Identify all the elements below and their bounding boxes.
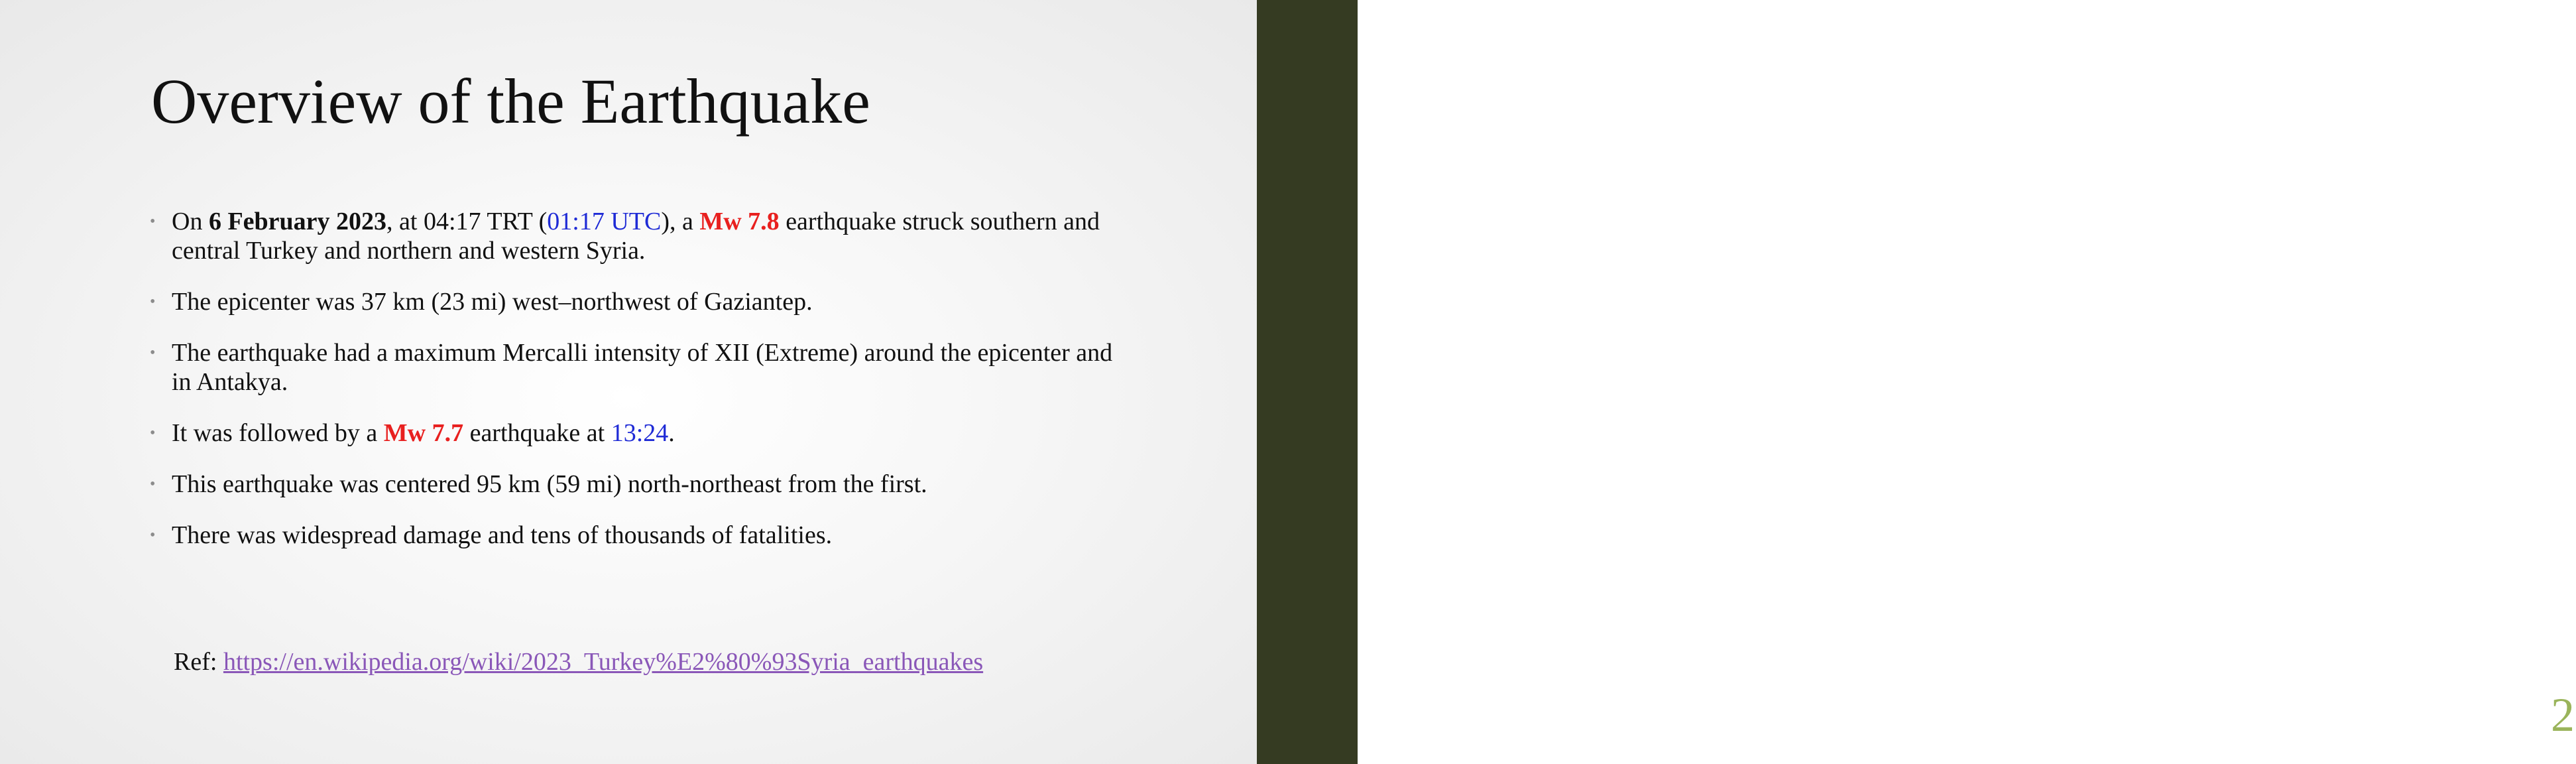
- bullet-dot-icon: •: [150, 293, 156, 310]
- sidebar: [1257, 0, 2575, 764]
- bullet-text: ), a: [661, 208, 700, 235]
- bullet-text: earthquake at: [463, 419, 611, 447]
- bullet-item: [150, 287, 1131, 316]
- bullet-item: [150, 418, 1131, 448]
- reference-link[interactable]: https://en.wikipedia.org/wiki/2023_Turkey%E2%80%93Syria_earthquakes: [223, 648, 984, 676]
- bullet-text: The epicenter was 37 km (23 mi) west–northwest of Gaziantep.: [172, 288, 813, 316]
- bullet-text: , at 04:17 TRT (: [386, 208, 548, 235]
- footer-text: Turkey Eq. Building Collapse causes and geotechnical Failures, SPP-CL: [2545, 286, 2575, 655]
- bullet-list: [150, 207, 1131, 572]
- bullet-text: The earthquake had a maximum Mercalli intensity of XII (Extreme) around the epicenter and in Antakya.: [172, 339, 1113, 396]
- date-emphasis: 6 February 2023: [208, 208, 387, 235]
- bullet-item: [150, 338, 1131, 397]
- page-number: 2: [2551, 688, 2575, 741]
- reference-line: [174, 647, 983, 676]
- bullet-dot-icon: •: [150, 344, 156, 361]
- bullet-dot-icon: •: [150, 527, 156, 544]
- slide-canvas: [0, 0, 1257, 764]
- reference-label: Ref:: [174, 648, 223, 676]
- bullet-text: .: [668, 419, 675, 447]
- bullet-dot-icon: •: [150, 424, 156, 442]
- bullet-dot-icon: •: [150, 213, 156, 230]
- bullet-text: It was followed by a: [172, 419, 384, 447]
- magnitude-highlight: Mw 7.8: [699, 208, 780, 235]
- bullet-item: [150, 470, 1131, 499]
- bullet-text: This earthquake was centered 95 km (59 mi) north-northeast from the first.: [172, 470, 927, 498]
- bullet-text: There was widespread damage and tens of thousands of fatalities.: [172, 521, 833, 549]
- bullet-item: [150, 207, 1131, 265]
- bullet-item: [150, 521, 1131, 550]
- time-highlight: 13:24: [611, 419, 669, 447]
- slide-title: Overview of the Earthquake: [151, 66, 870, 137]
- utc-time-highlight: 01:17 UTC: [547, 208, 662, 235]
- bullet-text: earthquake struck southern and central Turkey and northern and western Syria.: [172, 208, 1100, 265]
- bullet-dot-icon: •: [150, 476, 156, 493]
- bullet-text: On: [172, 208, 209, 235]
- magnitude-highlight: Mw 7.7: [383, 419, 464, 447]
